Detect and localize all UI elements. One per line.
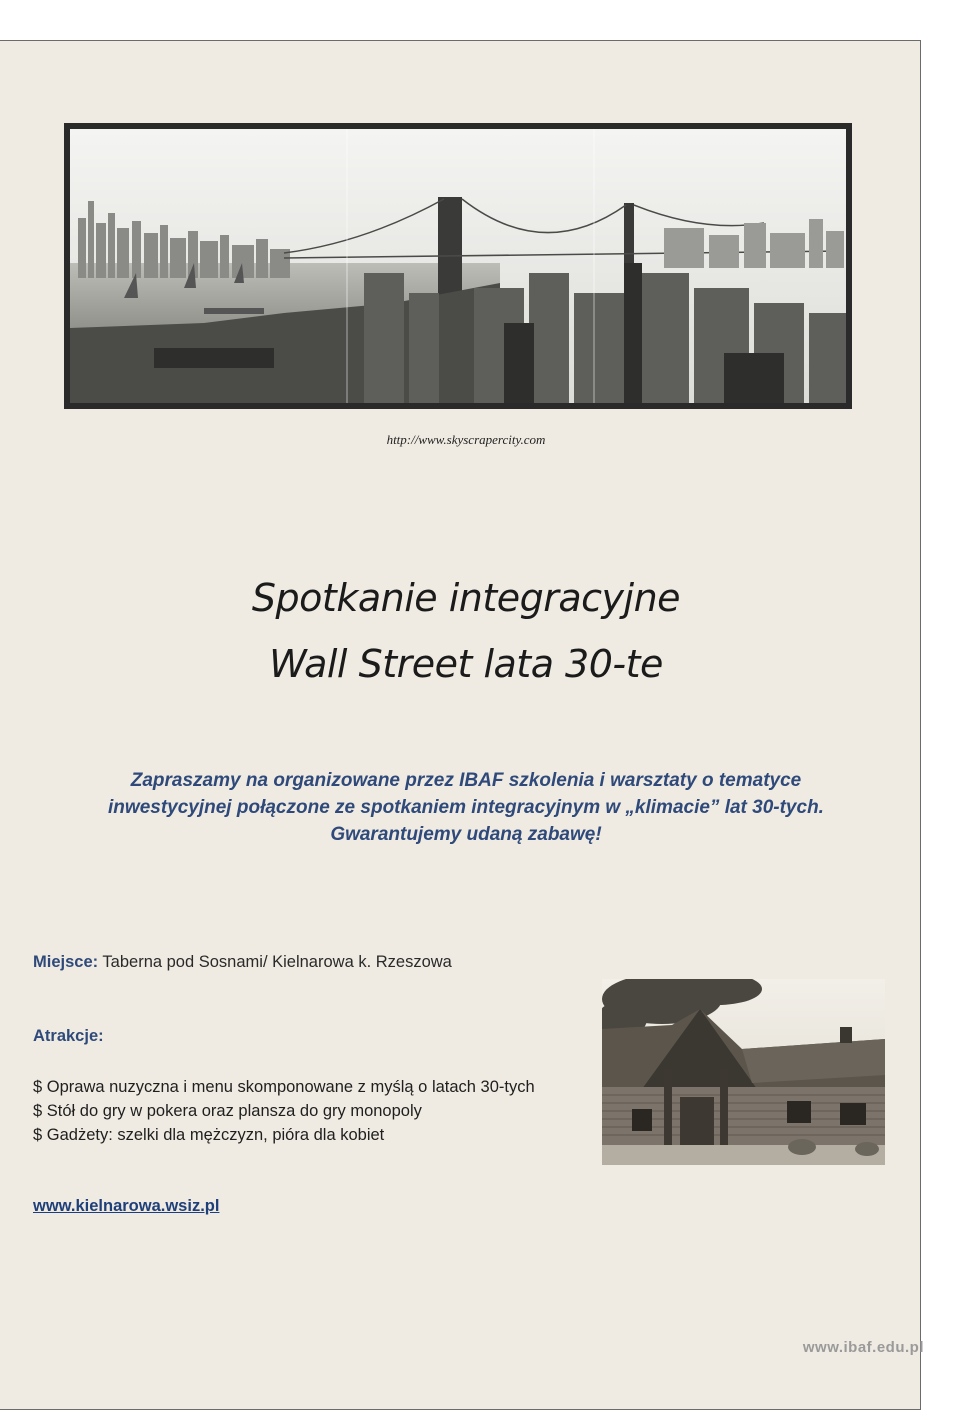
intro-paragraph [20, 767, 912, 848]
intro-line-2: inwestycyjnej połączone ze spotkaniem integracyjnym w „klimacie” lat 30-tych. [108, 797, 824, 818]
list-item: $ Stół do gry w pokera oraz plansza do gry monopoly [33, 1102, 422, 1120]
brooklyn-bridge-panorama-photo [64, 123, 852, 409]
tavern-house-photo [602, 979, 885, 1165]
photo-credit: http://www.skyscrapercity.com [386, 432, 546, 447]
venue-label: Miejsce: [33, 953, 99, 971]
attractions-heading [33, 1027, 104, 1046]
website-link[interactable]: www.kielnarowa.wsiz.pl [33, 1197, 220, 1215]
list-item: $ Oprawa nuzyczna i menu skomponowane z myślą o latach 30-tych [33, 1078, 535, 1096]
venue-line [33, 953, 452, 972]
title-line-2: Wall Street lata 30-te [269, 642, 663, 686]
intro-line-3: Gwarantujemy udaną zabawę! [330, 824, 602, 845]
footer-domain: www.ibaf.edu.pl [802, 1339, 924, 1356]
list-item: $ Gadżety: szelki dla mężczyzn, pióra dla kobiet [33, 1126, 385, 1144]
attractions-label: Atrakcje: [33, 1027, 104, 1045]
attractions-list [33, 1075, 535, 1147]
venue-value: Taberna pod Sosnami/ Kielnarowa k. Rzeszowa [102, 953, 452, 971]
intro-line-1: Zapraszamy na organizowane przez IBAF szkolenia i warsztaty o tematyce [130, 770, 802, 791]
title-line-1: Spotkanie integracyjne [251, 576, 681, 620]
